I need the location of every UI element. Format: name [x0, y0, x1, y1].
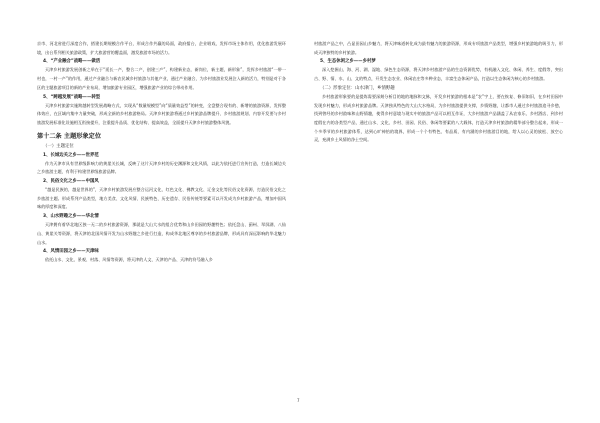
paragraph: 深入挖掘山、海、河、湖、湿地、绿色生态资源，将天津乡村旅游产品的生态资源优势，有机融入文化、休闲、养生、度假等，突出古、野、情、水、山、文的特点，开发生态农业、休闲农庄等多种业态，丰富生态休闲产品，打造以生态休闲为核心的乡村旅游。 [314, 67, 563, 82]
section-heading: 4、“产业融合”战略——做活 [43, 59, 101, 65]
paragraph: 乡村旅游形象要的是提炼需要深刻分析目的地的地脉和文脉，开发乡村旅游的根本是“农”字上，要在恢复、修旧如旧，在乡村田园中发现乡村魅力，形成乡村旅游品牌。天津独具特色的大山大水格局，为乡村旅游提供支撑，乡情野趣，让都市人通过乡村旅游追寻乡愁，找到曾经的乡村韵味和山野情趣，使得乡村意境与现实中的旅游产品可以相互作证，大乡村旅游产品涵盖了从农家乐、乡村酒店、到乡村度假在内的各类型产品，通过山水、文化、乡村、田园、民俗、休闲等要素的八大载体，打造天津乡村旅游的精华部分整合起来，形成一个多季节的乡村旅游体系，达到心旷神怡的境界，形成一个个有特色、有品质、有内涵的乡村旅游目的地，给人以心灵的放松、放空心灵，充满乡土风情的净土空间。 [314, 93, 563, 143]
paragraph: 作为天津市具有世界级影响力的黄崖关长城，反映了这片天津乡村的历史渊源和文化风情，以此为依托进行宣传打造，打造长城边关之乡旅游主题，有利于构建世界级旅游品牌。 [37, 160, 286, 175]
paragraph: 依托山水、文化、景观、村落、风情等资源，将天津的人文、天津的产品、天津的符号融入乡 [45, 257, 213, 263]
item-heading: 3、山水野趣之乡——华北情 [43, 214, 99, 220]
chapter-title: 第十二条 主题形象定位 [37, 132, 102, 140]
section-heading: 5、“跨越发展”战略——转型 [43, 94, 101, 100]
item-heading: 1、长城边关之乡——世界范 [43, 152, 99, 158]
left-column [37, 40, 286, 265]
page-number: 7 [297, 398, 300, 403]
right-column [314, 40, 563, 145]
paragraph: 天津拥有着华北地区独一无二的乡村旅游资源，那就是大山大水的组合优势和山乡田园的野趣特色；依托盘山、蓟州、翠屏湖、八仙山、黄崖关等资源，将天津的北国风情开发为山水野趣之乡进行打造，构成华北地区尊享的乡村旅游品牌，形成具有深远影响的华北魅力山水。 [37, 222, 286, 245]
paragraph: 村旅游产品之中，凸显田园山乡魅力，将天津味道转化成为最有魅力的旅游资源，形成专项旅游产品类型，增强乡村旅游地的吸引力，形成天津独特的乡村旅游。 [314, 41, 563, 55]
subsection-title: （一）主题定位 [43, 143, 74, 149]
item-heading: 5、生态休闲之乡——乡村梦 [320, 59, 376, 65]
item-heading: 4、风情田园之乡——天津味 [43, 249, 99, 255]
item-heading: 2、民俗文化之乡——中国风 [43, 179, 99, 185]
paragraph: 天津乡村旅游实施跨越转型发展战略方式，实现从“数量规模型”向“质量效益型”的转变，全盘整合现有的、新增的旅游资源，发挥整体效应，在区域内集中力量突破，形成全新的乡村旅游格局。天津乡村旅游将通过乡村旅游品牌提升、乡村旅游规划、内容开发要与乡村旅游发展标准化设施相互衔接提升，注重提升品质、优化结构、提高效益，全面提升天津乡村旅游整体风貌。 [37, 102, 286, 125]
subsection-title: （二）形象定位：山水津门，乡情野趣 [320, 85, 395, 91]
paragraph: “越是民族的，越是世界的”，天津乡村旅游发展应整合运河文化、红色文化、佛教文化、辽金文化等民俗文化资源，打造民俗文化之乡旅游主题。形成系列产品类型，地方美食、文化风情、民族特色、历史遗存、民俗传统等要素可以开发成为乡村旅游产品，增加中国风味的厚度和深度。 [37, 187, 286, 210]
paragraph: 京市、河北省进行深度合作，搭建长期规模合作平台，形成合作共赢的局面，政府擂台，企业唱戏，发挥市场主体作用，优化旅游发展环境，出台系列相关旅游政策，扩大旅游营的覆盖面，激发旅游市场的活力。 [37, 41, 286, 55]
paragraph: 天津乡村旅游发展创新之举在于“延长一产，整合二产，创建三产”，构建新业态，新岗位，新主题，新形象”，发挥乡村旅游“一带一村也，一村一产”的作用，通过产业融合与新农民城乡村旅游与其他产业，通过产业融合，为乡村旅游业发展注入新的活力，特别是对于各区的主题旅游项目的新的产业布局，增加旅游专业园区，增强旅游产业的综合带动作用。 [37, 67, 286, 90]
